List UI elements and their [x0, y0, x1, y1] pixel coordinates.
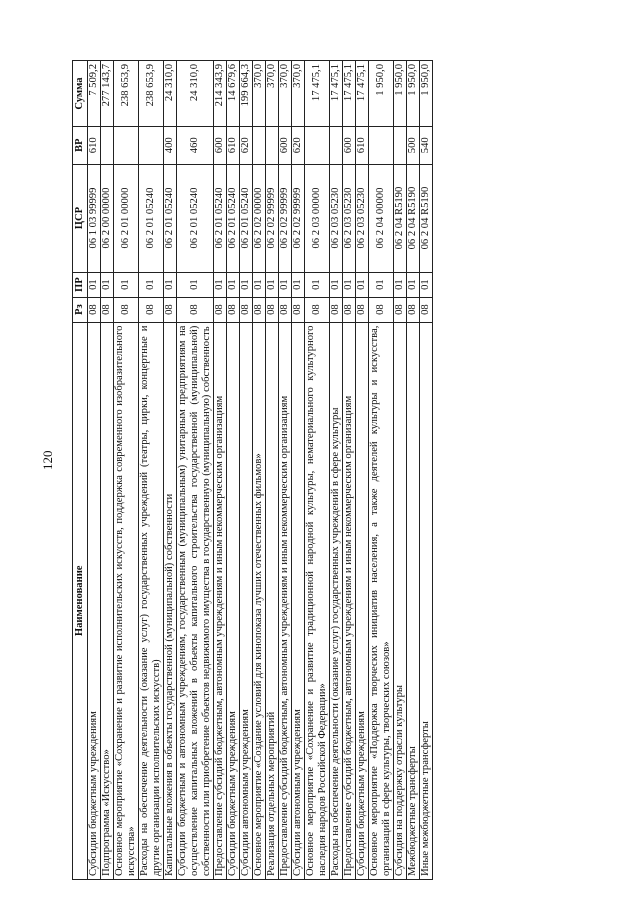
- cell-name: Предоставление субсидий бюджетным, автономным учреждениям и иным некоммерческим организациям: [214, 322, 227, 879]
- cell-pr: 01: [253, 272, 266, 297]
- cell-csr: 06 2 01 00000: [114, 164, 139, 272]
- cell-pr: 01: [139, 272, 164, 297]
- cell-sum: 17 475,1: [305, 61, 330, 127]
- table-row: [227, 61, 240, 880]
- cell-pr: 01: [356, 272, 369, 297]
- cell-rz: 08: [407, 297, 420, 322]
- cell-vr: [101, 127, 114, 165]
- cell-name: Расходы на обеспечение деятельности (оказание услуг) государственных учреждений в сфере культуры: [330, 322, 343, 879]
- cell-sum: 1 950,0: [369, 61, 394, 127]
- cell-name: Реализация отдельных мероприятий: [266, 322, 279, 879]
- cell-rz: 08: [214, 297, 227, 322]
- table-row: [139, 61, 164, 880]
- table-row: [164, 61, 177, 880]
- table-header-row: [73, 61, 88, 880]
- cell-vr: 500: [407, 127, 420, 165]
- cell-csr: 06 2 02 99999: [279, 164, 292, 272]
- cell-vr: [114, 127, 139, 165]
- table-row: [101, 61, 114, 880]
- cell-rz: 08: [420, 297, 433, 322]
- cell-pr: 01: [88, 272, 101, 297]
- cell-pr: 01: [305, 272, 330, 297]
- cell-rz: 08: [369, 297, 394, 322]
- cell-sum: 214 343,9: [214, 61, 227, 127]
- cell-rz: 08: [305, 297, 330, 322]
- cell-name: Иные межбюджетные трансферты: [420, 322, 433, 879]
- cell-sum: 1 950,0: [420, 61, 433, 127]
- cell-vr: 600: [279, 127, 292, 165]
- table-row: [279, 61, 292, 880]
- table-row: [88, 61, 101, 880]
- cell-sum: 238 653,9: [139, 61, 164, 127]
- table-row: [369, 61, 394, 880]
- cell-sum: 17 475,1: [356, 61, 369, 127]
- cell-vr: [369, 127, 394, 165]
- cell-sum: 14 679,6: [227, 61, 240, 127]
- table-row: [343, 61, 356, 880]
- cell-pr: 01: [292, 272, 305, 297]
- cell-csr: 06 2 01 05240: [214, 164, 227, 272]
- cell-name: Субсидия на поддержку отрасли культуры: [394, 322, 407, 879]
- page-number: 120: [40, 450, 55, 470]
- cell-rz: 08: [343, 297, 356, 322]
- cell-rz: 08: [88, 297, 101, 322]
- table-row: [330, 61, 343, 880]
- cell-csr: 06 2 03 00000: [305, 164, 330, 272]
- cell-vr: [253, 127, 266, 165]
- cell-csr: 06 2 01 05240: [227, 164, 240, 272]
- cell-name: Подпрограмма «Искусство»: [101, 322, 114, 879]
- table-row: [420, 61, 433, 880]
- cell-csr: 06 1 03 99999: [88, 164, 101, 272]
- cell-csr: 06 2 01 05240: [164, 164, 177, 272]
- cell-rz: 08: [227, 297, 240, 322]
- cell-name: Основное мероприятие «Создание условий для кинопоказа лучших отечественных фильмов»: [253, 322, 266, 879]
- table-row: [114, 61, 139, 880]
- cell-rz: 08: [164, 297, 177, 322]
- cell-csr: 06 2 04 R5190: [407, 164, 420, 272]
- cell-csr: 06 2 01 05240: [177, 164, 214, 272]
- cell-pr: 01: [330, 272, 343, 297]
- cell-pr: 01: [240, 272, 253, 297]
- cell-pr: 01: [407, 272, 420, 297]
- cell-name: Расходы на обеспечение деятельности (оказание услуг) государственных учреждений (театры, цирки, концертные и другие организации исполнительских искусств): [139, 322, 164, 879]
- cell-pr: 01: [279, 272, 292, 297]
- cell-vr: 600: [343, 127, 356, 165]
- cell-csr: 06 2 04 R5190: [394, 164, 407, 272]
- cell-vr: [266, 127, 279, 165]
- cell-vr: [394, 127, 407, 165]
- cell-pr: 01: [343, 272, 356, 297]
- table-row: [266, 61, 279, 880]
- table-row: [214, 61, 227, 880]
- cell-rz: 08: [266, 297, 279, 322]
- cell-vr: [139, 127, 164, 165]
- cell-sum: 24 310,0: [177, 61, 214, 127]
- cell-pr: 01: [394, 272, 407, 297]
- cell-sum: 370,0: [253, 61, 266, 127]
- cell-sum: 1 950,0: [394, 61, 407, 127]
- cell-name: Основное мероприятие «Поддержка творческих инициатив населения, а также деятелей культуры и искусства, организаций в сфере культуры, творческих союзов»: [369, 322, 394, 879]
- cell-vr: 620: [292, 127, 305, 165]
- cell-vr: [330, 127, 343, 165]
- cell-csr: 06 2 04 R5190: [420, 164, 433, 272]
- cell-csr: 06 2 01 05240: [240, 164, 253, 272]
- cell-sum: 7 509,2: [88, 61, 101, 127]
- cell-name: Субсидии бюджетным учреждениям: [356, 322, 369, 879]
- cell-sum: 1 950,0: [407, 61, 420, 127]
- header-pr: ПР: [73, 272, 88, 297]
- cell-sum: 17 475,1: [343, 61, 356, 127]
- table-row: [305, 61, 330, 880]
- cell-vr: 620: [240, 127, 253, 165]
- cell-pr: 01: [227, 272, 240, 297]
- header-csr: ЦСР: [73, 164, 88, 272]
- cell-csr: 06 2 03 05230: [330, 164, 343, 272]
- cell-rz: 08: [114, 297, 139, 322]
- cell-csr: 06 2 00 00000: [101, 164, 114, 272]
- budget-table-sheet: [72, 60, 433, 880]
- cell-rz: 08: [139, 297, 164, 322]
- cell-vr: 400: [164, 127, 177, 165]
- cell-vr: 540: [420, 127, 433, 165]
- cell-sum: 277 143,7: [101, 61, 114, 127]
- cell-vr: 460: [177, 127, 214, 165]
- cell-name: Субсидии автономным учреждениям: [240, 322, 253, 879]
- header-vr: ВР: [73, 127, 88, 165]
- table-body: [88, 61, 433, 880]
- table-row: [394, 61, 407, 880]
- cell-vr: 610: [356, 127, 369, 165]
- cell-csr: 06 2 03 05230: [356, 164, 369, 272]
- table-row: [253, 61, 266, 880]
- table-row: [240, 61, 253, 880]
- table-row: [292, 61, 305, 880]
- cell-csr: 06 2 01 05240: [139, 164, 164, 272]
- cell-name: Основное мероприятие «Сохранение и развитие исполнительских искусств, поддержка современного изобразительного искусства»: [114, 322, 139, 879]
- cell-rz: 08: [394, 297, 407, 322]
- cell-csr: 06 2 02 00000: [253, 164, 266, 272]
- cell-sum: 370,0: [279, 61, 292, 127]
- cell-sum: 370,0: [266, 61, 279, 127]
- cell-pr: 01: [369, 272, 394, 297]
- budget-table: [72, 60, 433, 880]
- table-row: [407, 61, 420, 880]
- cell-rz: 08: [253, 297, 266, 322]
- cell-csr: 06 2 02 99999: [266, 164, 279, 272]
- cell-pr: 01: [266, 272, 279, 297]
- cell-pr: 01: [420, 272, 433, 297]
- cell-pr: 01: [101, 272, 114, 297]
- cell-name: Предоставление субсидий бюджетным, автономным учреждениям и иным некоммерческим организациям: [279, 322, 292, 879]
- cell-vr: 610: [88, 127, 101, 165]
- cell-name: Субсидии бюджетным и автономным учреждениям, государственным (муниципальным) унитарным предприятиям на осуществление капитальных вложений в объекты капитального строительства государственной (муниципальной) собственности или приобретение объектов недвижимого имущества в государственную (муниципальную) собственность: [177, 322, 214, 879]
- cell-csr: 06 2 02 99999: [292, 164, 305, 272]
- cell-rz: 08: [279, 297, 292, 322]
- cell-name: Субсидии бюджетным учреждениям: [227, 322, 240, 879]
- cell-sum: 24 310,0: [164, 61, 177, 127]
- cell-name: Предоставление субсидий бюджетным, автономным учреждениям и иным некоммерческим организациям: [343, 322, 356, 879]
- cell-name: Основное мероприятие «Сохранение и развитие традиционной народной культуры, нематериального культурного наследия народов Российской Федерации»: [305, 322, 330, 879]
- cell-rz: 08: [330, 297, 343, 322]
- header-sum: Сумма: [73, 61, 88, 127]
- cell-name: Субсидии бюджетным учреждениям: [88, 322, 101, 879]
- cell-csr: 06 2 04 00000: [369, 164, 394, 272]
- cell-pr: 01: [114, 272, 139, 297]
- cell-sum: 370,0: [292, 61, 305, 127]
- cell-pr: 01: [214, 272, 227, 297]
- cell-rz: 08: [356, 297, 369, 322]
- cell-sum: 238 653,9: [114, 61, 139, 127]
- cell-sum: 199 664,3: [240, 61, 253, 127]
- cell-sum: 17 475,1: [330, 61, 343, 127]
- table-row: [356, 61, 369, 880]
- cell-name: Субсидии автономным учреждениям: [292, 322, 305, 879]
- cell-pr: 01: [177, 272, 214, 297]
- cell-vr: [305, 127, 330, 165]
- cell-rz: 08: [240, 297, 253, 322]
- cell-vr: 600: [214, 127, 227, 165]
- cell-rz: 08: [177, 297, 214, 322]
- cell-csr: 06 2 03 05230: [343, 164, 356, 272]
- cell-rz: 08: [292, 297, 305, 322]
- cell-vr: 610: [227, 127, 240, 165]
- cell-pr: 01: [164, 272, 177, 297]
- cell-name: Капитальные вложения в объекты государственной (муниципальной) собственности: [164, 322, 177, 879]
- header-name: Наименование: [73, 322, 88, 879]
- table-row: [177, 61, 214, 880]
- cell-name: Межбюджетные трансферты: [407, 322, 420, 879]
- header-rz: Рз: [73, 297, 88, 322]
- cell-rz: 08: [101, 297, 114, 322]
